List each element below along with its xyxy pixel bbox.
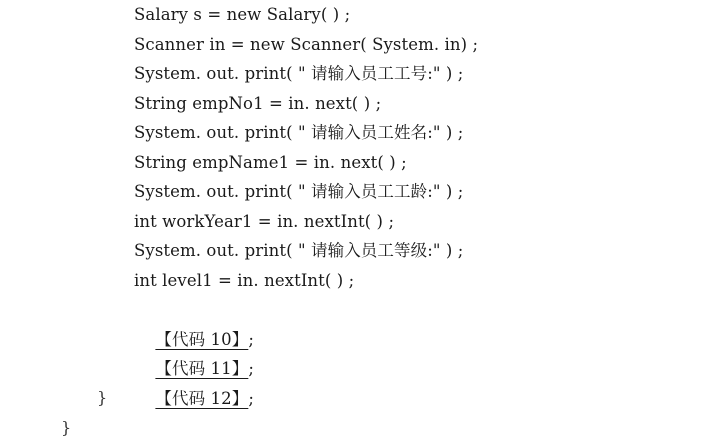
- closing-brace-outer: }: [61, 418, 72, 437]
- code-line-read-workyear: int workYear1 = in. nextInt( ) ;: [134, 211, 395, 231]
- code-line-print-level: System. out. print( " 请输入员工等级:" ) ;: [134, 241, 464, 260]
- closing-brace-inner: }: [97, 388, 108, 407]
- code-blank-10: 【代码 10】: [155, 329, 249, 349]
- code-blank-12: 【代码 12】: [155, 388, 249, 408]
- code-line-print-workyear: System. out. print( " 请输入员工工龄:" ) ;: [134, 182, 464, 201]
- code-line-read-empno: String empNo1 = in. next( ) ;: [134, 93, 382, 113]
- code-line-print-empno: System. out. print( " 请输入员工工号:" ) ;: [134, 64, 464, 83]
- code-blank-11-semicolon: ;: [248, 359, 255, 378]
- code-blank-line-10: [134, 295, 714, 349]
- code-line-read-empname: String empName1 = in. next( ) ;: [134, 152, 407, 172]
- code-blank-12-semicolon: ;: [248, 388, 255, 408]
- code-line-print-empname: System. out. print( " 请输入员工姓名:" ) ;: [134, 123, 464, 142]
- code-blank-10-semicolon: ;: [248, 329, 255, 349]
- code-line-read-level: int level1 = in. nextInt( ) ;: [134, 270, 355, 290]
- code-line-scanner: Scanner in = new Scanner( System. in) ;: [134, 34, 479, 54]
- code-blank-11: 【代码 11】: [155, 359, 249, 378]
- code-block: [134, 0, 714, 408]
- code-line-salary: Salary s = new Salary( ) ;: [134, 5, 351, 24]
